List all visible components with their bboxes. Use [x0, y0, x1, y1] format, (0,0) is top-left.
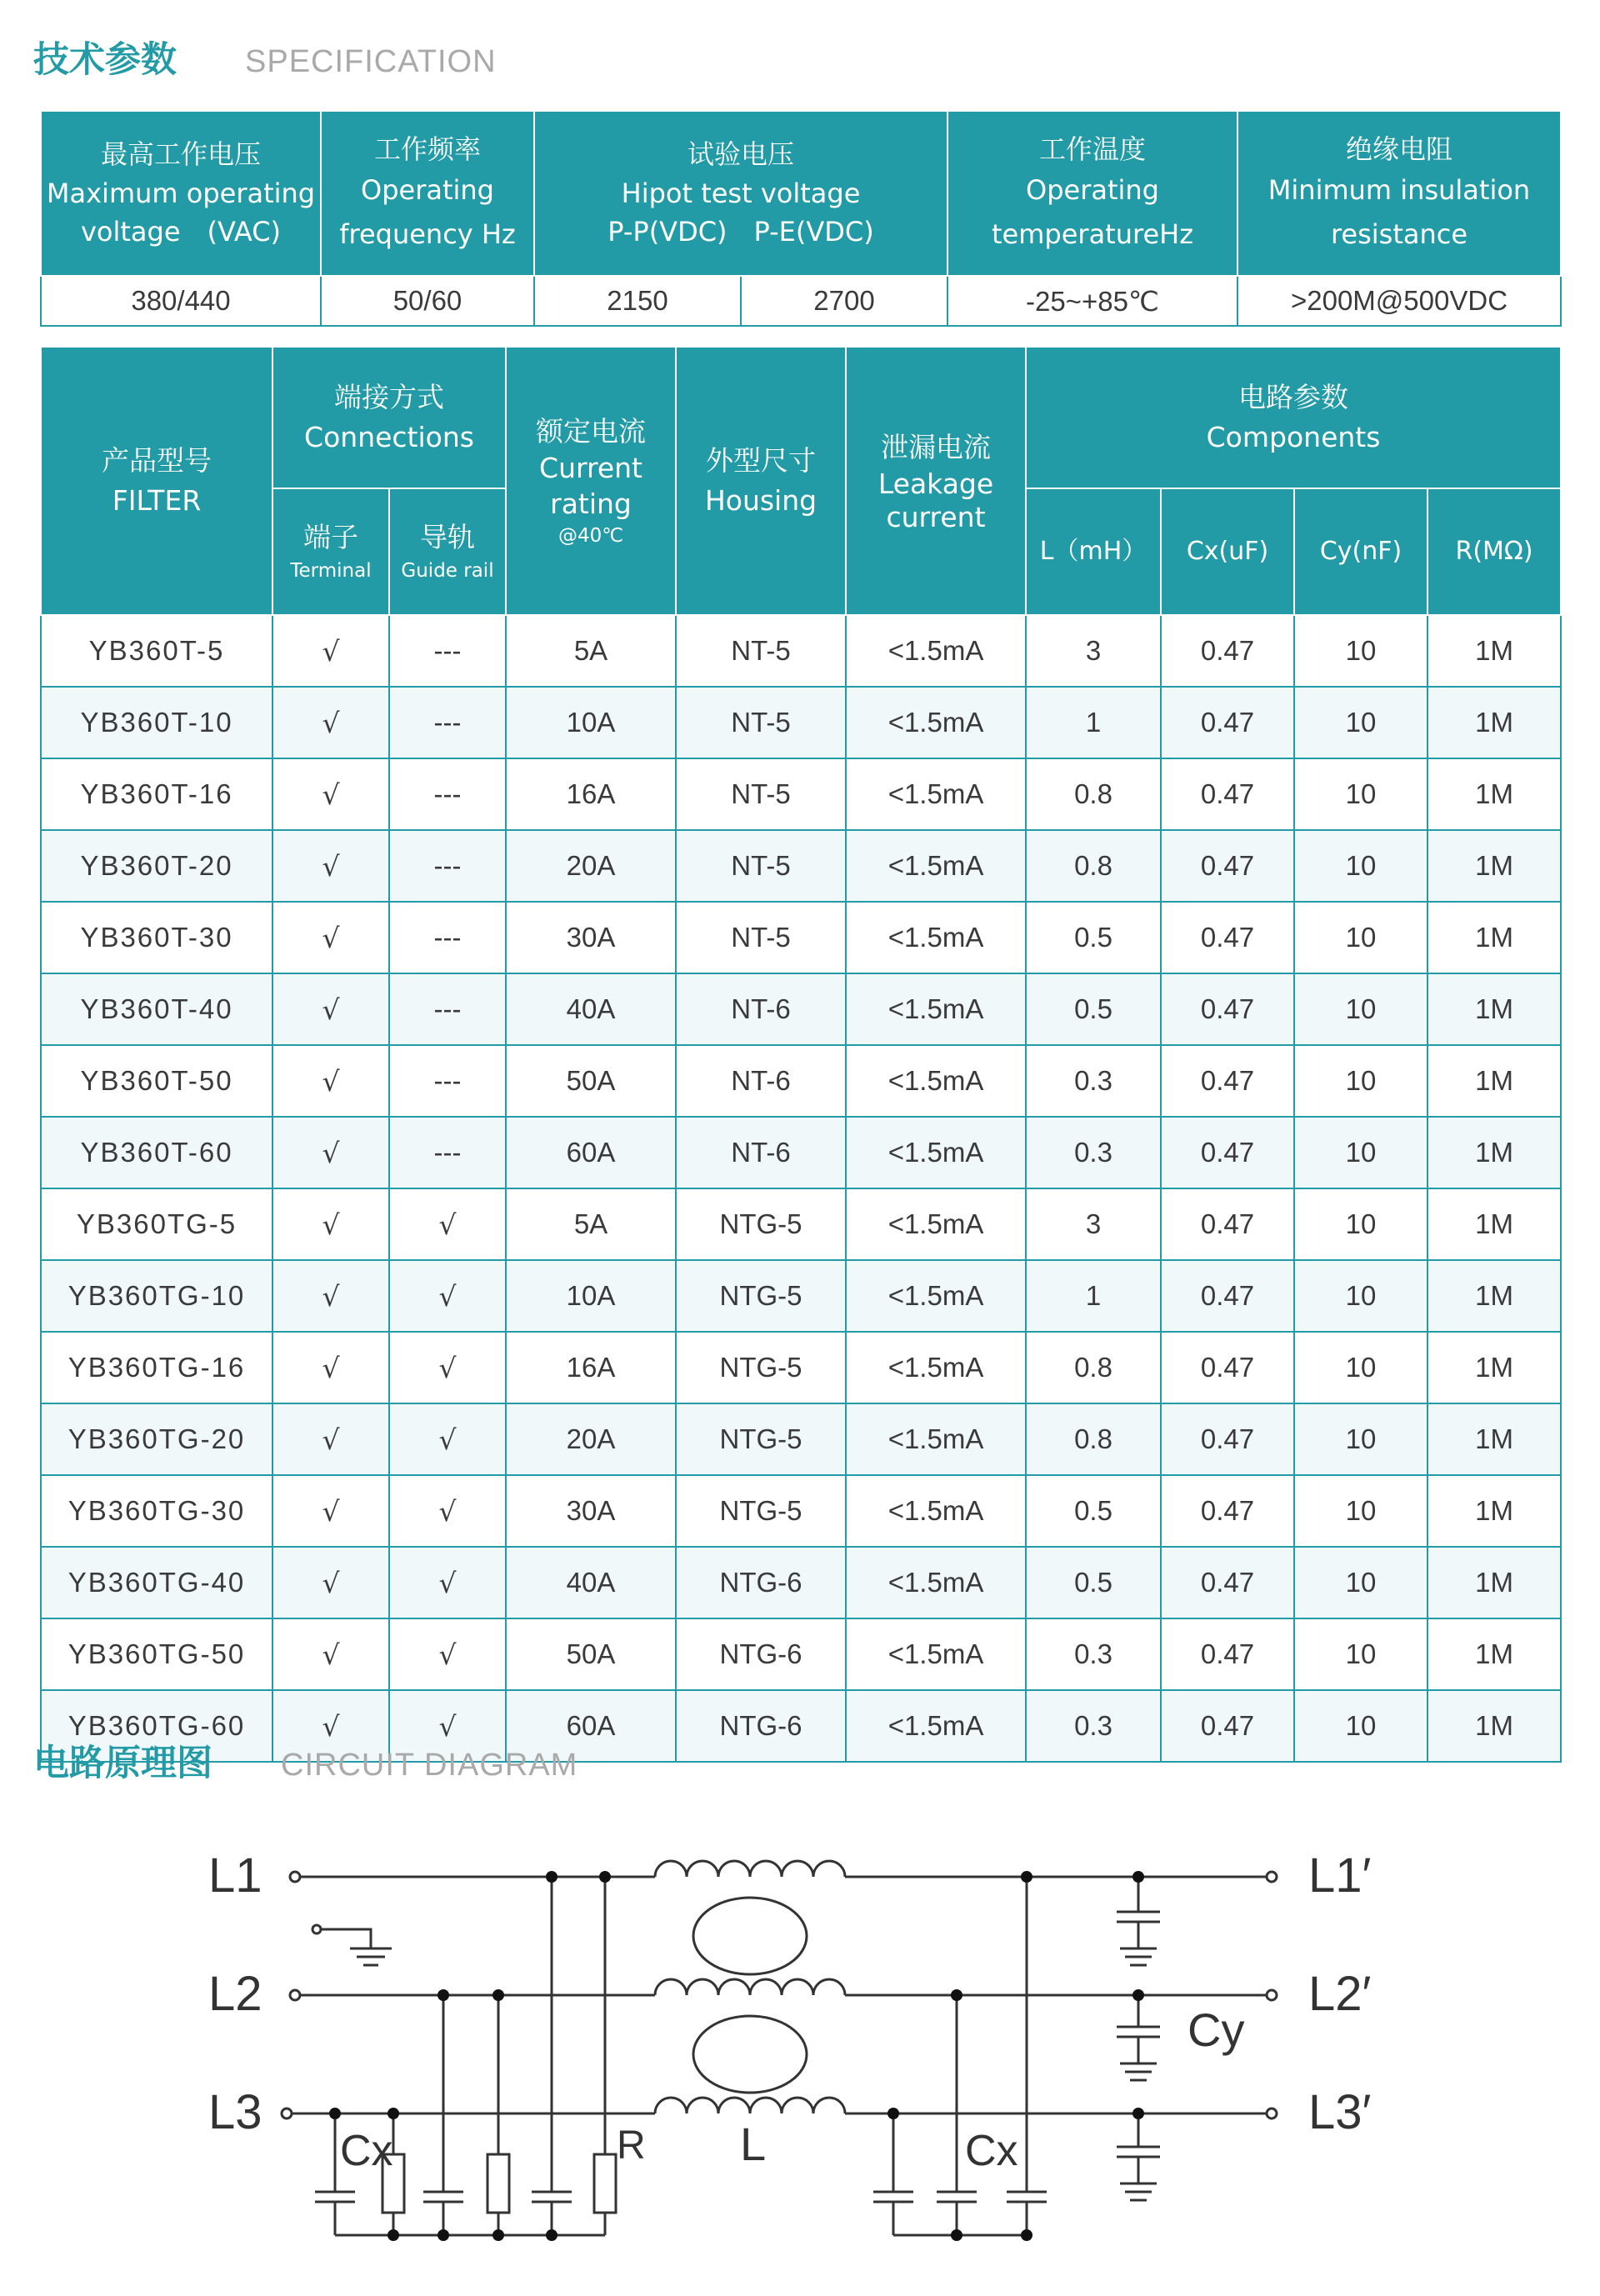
- resistance: 1M: [1428, 758, 1561, 830]
- current-rating: 40A: [506, 973, 676, 1045]
- spec-header-max-voltage-cn: 最高工作电压: [100, 138, 261, 171]
- prod-header-leakage: [846, 347, 1026, 615]
- spec-header-hipot-cn: 试验电压: [687, 138, 794, 171]
- model-cell: YB360T-10: [41, 687, 272, 758]
- cy-value: 10: [1294, 1260, 1428, 1332]
- leakage-current: <1.5mA: [846, 1117, 1026, 1188]
- label-l1: L1: [208, 1848, 262, 1903]
- cx-value: 0.47: [1161, 1618, 1294, 1690]
- resistance: 1M: [1428, 1403, 1561, 1475]
- housing-code: NTG-5: [676, 1475, 846, 1547]
- cy-value: 10: [1294, 830, 1428, 902]
- spec-header-hipot-en: Hipot test voltage: [621, 177, 861, 209]
- current-rating: 16A: [506, 758, 676, 830]
- guide-rail-cell: √: [389, 1188, 506, 1260]
- model-cell: YB360T-5: [41, 615, 272, 687]
- leakage-current: <1.5mA: [846, 1260, 1026, 1332]
- guide-rail-cell: √: [389, 1332, 506, 1403]
- terminal-l2-out: [1267, 1990, 1277, 2000]
- table-row: [41, 1045, 1561, 1117]
- cy-value: 10: [1294, 902, 1428, 973]
- current-rating: 20A: [506, 830, 676, 902]
- cx-value: 0.47: [1161, 1403, 1294, 1475]
- spec-title-en: SPECIFICATION: [245, 44, 497, 79]
- choke-winding-l1: [655, 1861, 845, 1877]
- prod-header-model: [41, 347, 272, 615]
- cx-value: 0.47: [1161, 1547, 1294, 1618]
- resistance: 1M: [1428, 1045, 1561, 1117]
- prod-header-connections: [272, 347, 506, 488]
- guide-rail-cell: ---: [389, 973, 506, 1045]
- resistance: 1M: [1428, 830, 1561, 902]
- label-l2: L2: [208, 1967, 262, 2021]
- terminal-check: √: [272, 973, 389, 1045]
- housing-code: NTG-6: [676, 1690, 846, 1762]
- cx-value: 0.47: [1161, 1332, 1294, 1403]
- guide-rail-cell: ---: [389, 1117, 506, 1188]
- current-rating: 50A: [506, 1045, 676, 1117]
- terminal-check: √: [272, 687, 389, 758]
- label-cx-right: Cx: [965, 2127, 1018, 2175]
- prod-header-housing: [676, 347, 846, 615]
- housing-code: NT-5: [676, 902, 846, 973]
- current-rating: 5A: [506, 615, 676, 687]
- prod-header-components-cn: 电路参数: [1238, 381, 1349, 414]
- inductance: 3: [1026, 1188, 1161, 1260]
- cy-value: 10: [1294, 1403, 1428, 1475]
- cx-value: 0.47: [1161, 758, 1294, 830]
- leakage-current: <1.5mA: [846, 973, 1026, 1045]
- guide-rail-cell: ---: [389, 830, 506, 902]
- leakage-current: <1.5mA: [846, 1475, 1026, 1547]
- table-row: [41, 1188, 1561, 1260]
- model-cell: YB360TG-16: [41, 1332, 272, 1403]
- resistance: 1M: [1428, 615, 1561, 687]
- inductance: 0.8: [1026, 830, 1161, 902]
- resistance: 1M: [1428, 1188, 1561, 1260]
- table-row: [41, 830, 1561, 902]
- housing-code: NT-5: [676, 687, 846, 758]
- prod-header-leakage-en: Leakage current: [878, 468, 994, 533]
- spec-header-max-voltage: [41, 111, 321, 276]
- cx-value: 0.47: [1161, 615, 1294, 687]
- circuit-title-en: CIRCUIT DIAGRAM: [281, 1748, 578, 1783]
- spec-header-insulation: [1238, 111, 1561, 276]
- housing-code: NT-6: [676, 973, 846, 1045]
- prod-header-r: R(MΩ): [1428, 488, 1561, 615]
- terminal-check: √: [272, 758, 389, 830]
- guide-rail-cell: √: [389, 1618, 506, 1690]
- cx-value: 0.47: [1161, 1260, 1294, 1332]
- current-rating: 50A: [506, 1618, 676, 1690]
- housing-code: NTG-5: [676, 1403, 846, 1475]
- spec-header-hipot: [534, 111, 948, 276]
- spec-value-insulation: >200M@500VDC: [1238, 276, 1561, 326]
- inductance: 1: [1026, 687, 1161, 758]
- current-rating: 10A: [506, 687, 676, 758]
- spec-header-insulation-en: Minimum insulation resistance: [1268, 174, 1531, 251]
- table-row: [41, 687, 1561, 758]
- table-row: [41, 615, 1561, 687]
- label-cx-left: Cx: [340, 2127, 393, 2175]
- inductance: 0.8: [1026, 1403, 1161, 1475]
- model-cell: YB360TG-30: [41, 1475, 272, 1547]
- guide-rail-cell: √: [389, 1547, 506, 1618]
- leakage-current: <1.5mA: [846, 830, 1026, 902]
- spec-header-temperature-cn: 工作温度: [1038, 133, 1146, 165]
- resistance: 1M: [1428, 1475, 1561, 1547]
- table-row: [41, 973, 1561, 1045]
- label-cy: Cy: [1188, 2003, 1245, 2056]
- choke-winding-l3: [655, 2098, 845, 2113]
- table-row: [41, 1117, 1561, 1188]
- terminal-check: √: [272, 1188, 389, 1260]
- cy-value: 10: [1294, 1045, 1428, 1117]
- model-cell: YB360T-60: [41, 1117, 272, 1188]
- left-filter-network: [315, 1871, 616, 2241]
- circuit-diagram: [192, 1817, 1458, 2283]
- terminal-check: √: [272, 1618, 389, 1690]
- cy-value: 10: [1294, 758, 1428, 830]
- cy-value: 10: [1294, 1188, 1428, 1260]
- table-row: [41, 1332, 1561, 1403]
- current-rating: 60A: [506, 1690, 676, 1762]
- housing-code: NTG-6: [676, 1547, 846, 1618]
- current-rating: 10A: [506, 1260, 676, 1332]
- terminal-l1-in: [290, 1872, 300, 1882]
- cy-network: [1117, 1871, 1160, 2200]
- terminal-l1-out: [1267, 1872, 1277, 1882]
- resistance: 1M: [1428, 902, 1561, 973]
- leakage-current: <1.5mA: [846, 1618, 1026, 1690]
- cy-value: 10: [1294, 1117, 1428, 1188]
- label-l1-out: L1′: [1308, 1848, 1372, 1903]
- leakage-current: <1.5mA: [846, 687, 1026, 758]
- cy-value: 10: [1294, 1547, 1428, 1618]
- model-cell: YB360T-20: [41, 830, 272, 902]
- terminal-check: √: [272, 830, 389, 902]
- leakage-current: <1.5mA: [846, 1188, 1026, 1260]
- cy-value: 10: [1294, 1475, 1428, 1547]
- model-cell: YB360TG-10: [41, 1260, 272, 1332]
- spec-header-insulation-cn: 绝缘电阻: [1345, 133, 1452, 165]
- terminal-check: √: [272, 1045, 389, 1117]
- model-cell: YB360T-30: [41, 902, 272, 973]
- prod-header-connections-en: Connections: [304, 421, 474, 453]
- cx-value: 0.47: [1161, 973, 1294, 1045]
- resistance: 1M: [1428, 1117, 1561, 1188]
- housing-code: NTG-6: [676, 1618, 846, 1690]
- leakage-current: <1.5mA: [846, 1045, 1026, 1117]
- guide-rail-cell: √: [389, 1475, 506, 1547]
- current-rating: 16A: [506, 1332, 676, 1403]
- leakage-current: <1.5mA: [846, 1690, 1026, 1762]
- circuit-section-title: [33, 1735, 578, 1786]
- inductance: 0.8: [1026, 1332, 1161, 1403]
- terminal-check: √: [272, 1332, 389, 1403]
- inductance: 0.5: [1026, 973, 1161, 1045]
- housing-code: NTG-5: [676, 1188, 846, 1260]
- prod-header-terminal: [272, 488, 389, 615]
- prod-header-terminal-en: Terminal: [290, 560, 372, 583]
- housing-code: NT-6: [676, 1117, 846, 1188]
- model-cell: YB360T-50: [41, 1045, 272, 1117]
- spec-value-temperature: -25~+85℃: [948, 276, 1238, 326]
- guide-rail-cell: ---: [389, 902, 506, 973]
- model-cell: YB360TG-40: [41, 1547, 272, 1618]
- prod-header-rail-en: Guide rail: [401, 560, 494, 583]
- prod-header-leakage-cn: 泄漏电流: [881, 431, 992, 464]
- choke-core-top: [693, 1898, 807, 1974]
- housing-code: NT-5: [676, 758, 846, 830]
- cy-value: 10: [1294, 1332, 1428, 1403]
- terminal-check: √: [272, 1260, 389, 1332]
- guide-rail-cell: ---: [389, 758, 506, 830]
- terminal-l3-out: [1267, 2108, 1277, 2118]
- cx-value: 0.47: [1161, 1690, 1294, 1762]
- terminal-l3-in: [282, 2108, 292, 2118]
- resistance: 1M: [1428, 1260, 1561, 1332]
- current-rating: 5A: [506, 1188, 676, 1260]
- cy-value: 10: [1294, 615, 1428, 687]
- terminal-check: √: [272, 1403, 389, 1475]
- spec-table: [40, 110, 1562, 327]
- leakage-current: <1.5mA: [846, 758, 1026, 830]
- leakage-current: <1.5mA: [846, 1332, 1026, 1403]
- prod-header-model-cn: 产品型号: [102, 444, 212, 478]
- cy-value: 10: [1294, 1690, 1428, 1762]
- guide-rail-cell: ---: [389, 1045, 506, 1117]
- table-row: [41, 1403, 1561, 1475]
- prod-header-housing-cn: 外型尺寸: [706, 444, 817, 478]
- prod-header-cx: Cx(uF): [1161, 488, 1294, 615]
- terminal-check: √: [272, 615, 389, 687]
- cx-value: 0.47: [1161, 687, 1294, 758]
- spec-section-title: [33, 32, 497, 83]
- cx-value: 0.47: [1161, 1117, 1294, 1188]
- guide-rail-cell: ---: [389, 615, 506, 687]
- inductance: 0.5: [1026, 1475, 1161, 1547]
- label-l2-out: L2′: [1308, 1967, 1372, 2021]
- terminal-check: √: [272, 1547, 389, 1618]
- leakage-current: <1.5mA: [846, 1403, 1026, 1475]
- model-cell: YB360T-40: [41, 973, 272, 1045]
- prod-header-components-en: Components: [1206, 421, 1381, 453]
- current-rating: 40A: [506, 1547, 676, 1618]
- earth-symbol: [312, 1925, 392, 1965]
- cx-value: 0.47: [1161, 1475, 1294, 1547]
- housing-code: NT-6: [676, 1045, 846, 1117]
- cy-value: 10: [1294, 973, 1428, 1045]
- resistance: 1M: [1428, 687, 1561, 758]
- spec-header-temperature-en: Operating temperatureHz: [992, 174, 1193, 251]
- label-l3: L3: [208, 2085, 262, 2139]
- cx-value: 0.47: [1161, 902, 1294, 973]
- terminal-check: √: [272, 902, 389, 973]
- circuit-title-cn: 电路原理图: [33, 1743, 212, 1784]
- leakage-current: <1.5mA: [846, 1547, 1026, 1618]
- spec-header-frequency: [321, 111, 534, 276]
- inductance: 3: [1026, 615, 1161, 687]
- label-l3-out: L3′: [1308, 2085, 1372, 2139]
- prod-header-housing-en: Housing: [704, 484, 818, 517]
- spec-value-frequency: 50/60: [321, 276, 534, 326]
- resistance: 1M: [1428, 1618, 1561, 1690]
- resistance: 1M: [1428, 1547, 1561, 1618]
- cx-value: 0.47: [1161, 830, 1294, 902]
- table-row: [41, 1618, 1561, 1690]
- current-rating: 20A: [506, 1403, 676, 1475]
- model-cell: YB360T-16: [41, 758, 272, 830]
- prod-header-current-en: Current rating: [539, 452, 642, 521]
- guide-rail-cell: ---: [389, 687, 506, 758]
- cy-value: 10: [1294, 1618, 1428, 1690]
- table-row: [41, 1547, 1561, 1618]
- label-l: L: [740, 2118, 767, 2170]
- product-table: [40, 346, 1562, 1763]
- table-row: [41, 758, 1561, 830]
- spec-header-hipot-sub: P-P(VDC) P-E(VDC): [608, 216, 874, 248]
- cx-value: 0.47: [1161, 1045, 1294, 1117]
- right-cx-network: [873, 1871, 1047, 2241]
- housing-code: NT-5: [676, 830, 846, 902]
- table-row: [41, 1260, 1561, 1332]
- terminal-check: √: [272, 1690, 389, 1762]
- inductance: 0.5: [1026, 1547, 1161, 1618]
- housing-code: NTG-5: [676, 1332, 846, 1403]
- guide-rail-cell: √: [389, 1260, 506, 1332]
- inductance: 0.3: [1026, 1618, 1161, 1690]
- choke-winding-l2: [655, 1979, 845, 1995]
- cx-value: 0.47: [1161, 1188, 1294, 1260]
- spec-value-hipot-pp: 2150: [534, 276, 741, 326]
- prod-header-components: [1026, 347, 1561, 488]
- current-rating: 60A: [506, 1117, 676, 1188]
- spec-title-cn: 技术参数: [33, 39, 177, 81]
- inductance: 0.3: [1026, 1117, 1161, 1188]
- current-rating: 30A: [506, 902, 676, 973]
- spec-header-temperature: [948, 111, 1238, 276]
- resistance: 1M: [1428, 1332, 1561, 1403]
- housing-code: NTG-5: [676, 1260, 846, 1332]
- prod-header-cy: Cy(nF): [1294, 488, 1428, 615]
- prod-header-current-cn: 额定电流: [536, 414, 647, 448]
- cy-value: 10: [1294, 687, 1428, 758]
- spec-value-max-voltage: 380/440: [41, 276, 321, 326]
- terminal-check: √: [272, 1475, 389, 1547]
- label-r: R: [617, 2123, 646, 2168]
- prod-header-rail-cn: 导轨: [420, 521, 475, 554]
- housing-code: NT-5: [676, 615, 846, 687]
- resistance: 1M: [1428, 973, 1561, 1045]
- table-row: [41, 1475, 1561, 1547]
- inductance: 0.3: [1026, 1690, 1161, 1762]
- model-cell: YB360TG-60: [41, 1690, 272, 1762]
- prod-header-l: L（mH）: [1026, 488, 1161, 615]
- inductance: 0.5: [1026, 902, 1161, 973]
- prod-header-connections-cn: 端接方式: [334, 381, 444, 414]
- leakage-current: <1.5mA: [846, 615, 1026, 687]
- terminal-l2-in: [290, 1990, 300, 2000]
- prod-header-current: [506, 347, 676, 615]
- prod-header-rail: [389, 488, 506, 615]
- inductance: 0.8: [1026, 758, 1161, 830]
- choke-core-bottom: [693, 2016, 807, 2093]
- terminal-check: √: [272, 1117, 389, 1188]
- leakage-current: <1.5mA: [846, 902, 1026, 973]
- spec-value-hipot-pe: 2700: [741, 276, 948, 326]
- inductance: 0.3: [1026, 1045, 1161, 1117]
- model-cell: YB360TG-50: [41, 1618, 272, 1690]
- prod-header-model-en: FILTER: [112, 484, 202, 517]
- spec-header-frequency-en: Operating frequency Hz: [339, 174, 516, 251]
- spec-header-frequency-cn: 工作频率: [373, 133, 481, 165]
- model-cell: YB360TG-5: [41, 1188, 272, 1260]
- guide-rail-cell: √: [389, 1690, 506, 1762]
- prod-header-current-sub: @40℃: [558, 525, 624, 548]
- spec-header-max-voltage-en: Maximum operating voltage (VAC): [46, 177, 316, 248]
- prod-header-terminal-cn: 端子: [303, 521, 358, 554]
- current-rating: 30A: [506, 1475, 676, 1547]
- table-row: [41, 902, 1561, 973]
- resistance: 1M: [1428, 1690, 1561, 1762]
- model-cell: YB360TG-20: [41, 1403, 272, 1475]
- inductance: 1: [1026, 1260, 1161, 1332]
- guide-rail-cell: √: [389, 1403, 506, 1475]
